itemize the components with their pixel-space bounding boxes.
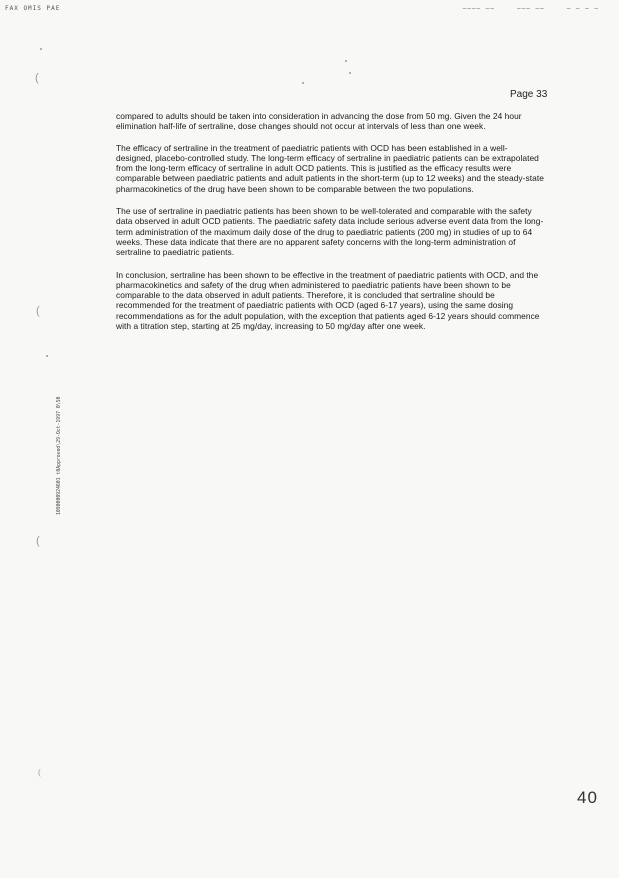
body-text (116, 111, 544, 342)
punch-mark: ( (35, 72, 39, 84)
paragraph-efficacy: The efficacy of sertraline in the treatment of paediatric patients with OCD has been established in a well-designed, placebo-controlled study. The long-term efficacy of sertraline in paediatric patients can be extrapolated from the long-term efficacy of sertraline in adult OCD patients. This is justified as the efficacy results were comparable between paediatric patients and adult patients in the short-term (up to 12 weeks) and the steady-state pharmacokinetics of the drug have been shown to be comparable between the two populations. (116, 142, 544, 194)
scan-speck (302, 82, 304, 84)
sheet-number: 40 (577, 788, 598, 807)
paragraph-dosing: compared to adults should be taken into consideration in advancing the dose from 50 mg. Given the 24 hour elimination half-life of sertraline, dose changes should not occur at intervals of less than one week. (116, 111, 522, 132)
fax-header-right (463, 5, 599, 12)
fax-header-right-2: ——— —— (517, 5, 545, 12)
paragraph-conclusion: In conclusion, sertraline has been shown to be effective in the treatment of paediatric patients with OCD, and the pharmacokinetics and safety of the drug when administered to paediatric patients have been shown to be comparable to the data observed in adult patients. Therefore, it is concluded that sertraline should be recommended for the treatment of paediatric patients with OCD (aged 6-17 years), using the same dosing recommendations as for the adult population, with the exception that patients aged 6-12 years should commence with a titration step, starting at 25 mg/day, increasing to 50 mg/day after one week. (116, 269, 540, 332)
scan-speck (349, 72, 351, 74)
scan-speck (46, 355, 48, 357)
fax-header-right-1: ———— —— (462, 5, 496, 12)
scan-speck (345, 60, 347, 62)
fax-header (5, 5, 599, 12)
scan-speck (40, 48, 42, 50)
punch-mark: ( (38, 768, 41, 777)
fax-header-left: FAX OMIS PAE (5, 5, 61, 12)
punch-mark: ( (36, 535, 40, 547)
page-label: Page 33 (510, 89, 548, 100)
side-approval-stamp: 1090000924601 t0Approved\29-Oct-1997 0\50 (57, 396, 62, 515)
paragraph-safety: The use of sertraline in paediatric patients has been shown to be well-tolerated and comparable with the safety data observed in adult OCD patients. The paediatric safety data include serious adverse event data from the long-term administration of the maximum daily dose of the drug to paediatric patients (200 mg) in studies of up to 64 weeks. These data indicate that there are no apparent safety concerns with the long-term administration of sertraline to paediatric patients. (116, 206, 544, 258)
punch-mark: ( (36, 305, 40, 317)
fax-header-right-3: — — — — (566, 5, 599, 12)
